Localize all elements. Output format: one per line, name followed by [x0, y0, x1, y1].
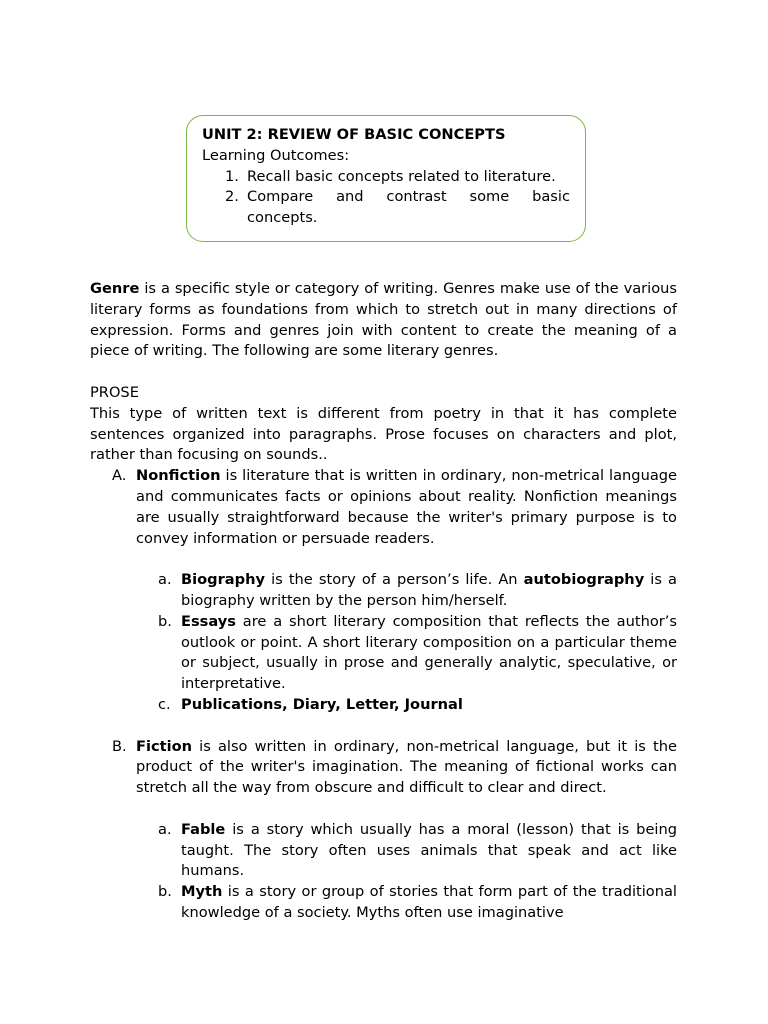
list-marker: b. — [158, 612, 172, 630]
publications-term: Publications, Diary, Letter, Journal — [181, 695, 463, 713]
list-item — [90, 695, 677, 716]
prose-paragraph: This type of written text is different from poetry in that it has complete sentences organized into paragraphs. Prose focuses on characters and plot, rather than focusing on sounds.. — [90, 404, 677, 464]
autobiography-term: autobiography — [523, 571, 645, 589]
list-marker: a. — [158, 571, 172, 589]
essays-term: Essays — [181, 612, 236, 630]
list-marker: A. — [112, 467, 127, 485]
myth-term: Myth — [181, 883, 223, 901]
outcome-number: 2. — [225, 188, 239, 206]
prose-heading: PROSE — [90, 383, 139, 401]
outcome-number: 1. — [225, 167, 239, 185]
list-item — [90, 612, 677, 695]
biography-paragraph — [181, 570, 677, 612]
outcome-text: Recall basic concepts related to literature. — [247, 167, 556, 185]
nonfiction-section — [90, 466, 677, 549]
list-marker: B. — [112, 737, 127, 755]
autobiography-text: is a biography written by the person him/herself. — [181, 571, 677, 609]
biography-term: Biography — [181, 571, 265, 589]
fiction-section — [90, 737, 677, 799]
learning-outcomes-label: Learning Outcomes: — [202, 146, 350, 164]
fable-paragraph — [181, 820, 677, 882]
outcomes-list — [202, 167, 570, 229]
list-item — [90, 820, 677, 882]
fiction-paragraph — [136, 737, 677, 799]
unit-outcomes-box — [186, 115, 586, 242]
list-item — [90, 882, 677, 924]
unit-title: UNIT 2: REVIEW OF BASIC CONCEPTS — [202, 126, 506, 143]
fiction-term: Fiction — [136, 737, 193, 755]
biography-text: is the story of a person’s life. An — [265, 571, 524, 589]
fable-term: Fable — [181, 820, 226, 838]
publications-paragraph — [181, 695, 677, 716]
list-marker: b. — [158, 883, 172, 901]
nonfiction-term: Nonfiction — [136, 467, 221, 485]
outcome-item — [202, 187, 570, 229]
genre-paragraph — [90, 279, 677, 362]
list-marker: c. — [158, 695, 171, 713]
outcome-text: Compare and contrast some basic concepts. — [247, 188, 570, 227]
fiction-text: is also written in ordinary, non-metrical language, but it is the product of the writer's imagination. The meaning of fictional works can stretch all the way from obscure and difficult to clear and direct. — [136, 737, 677, 797]
genre-term: Genre — [90, 280, 140, 297]
genre-text: is a specific style or category of writing. Genres make use of the various literary forms as foundations from which to stretch out in many directions of expression. Forms and genres join with content to create the meaning of a piece of writing. The following are some literary genres. — [90, 280, 677, 360]
nonfiction-text: is literature that is written in ordinary, non-metrical language and communicates facts or opinions about reality. Nonfiction meanings are usually straightforward because the writer's primary purpose is to convey information or persuade readers. — [136, 467, 677, 547]
list-marker: a. — [158, 820, 172, 838]
myth-text: is a story or group of stories that form part of the traditional knowledge of a society. Myths often use imaginative — [181, 883, 677, 921]
myth-paragraph — [181, 882, 677, 924]
nonfiction-paragraph — [136, 466, 677, 549]
list-item — [90, 570, 677, 612]
fable-text: is a story which usually has a moral (lesson) that is being taught. The story often uses animals that speak and act like humans. — [181, 820, 677, 880]
document-body — [90, 279, 677, 924]
essays-paragraph — [181, 612, 677, 695]
outcome-item — [202, 167, 570, 188]
essays-text: are a short literary composition that reflects the author’s outlook or point. A short literary composition on a particular theme or subject, usually in prose and generally analytic, speculative, or interpretative. — [181, 612, 677, 693]
